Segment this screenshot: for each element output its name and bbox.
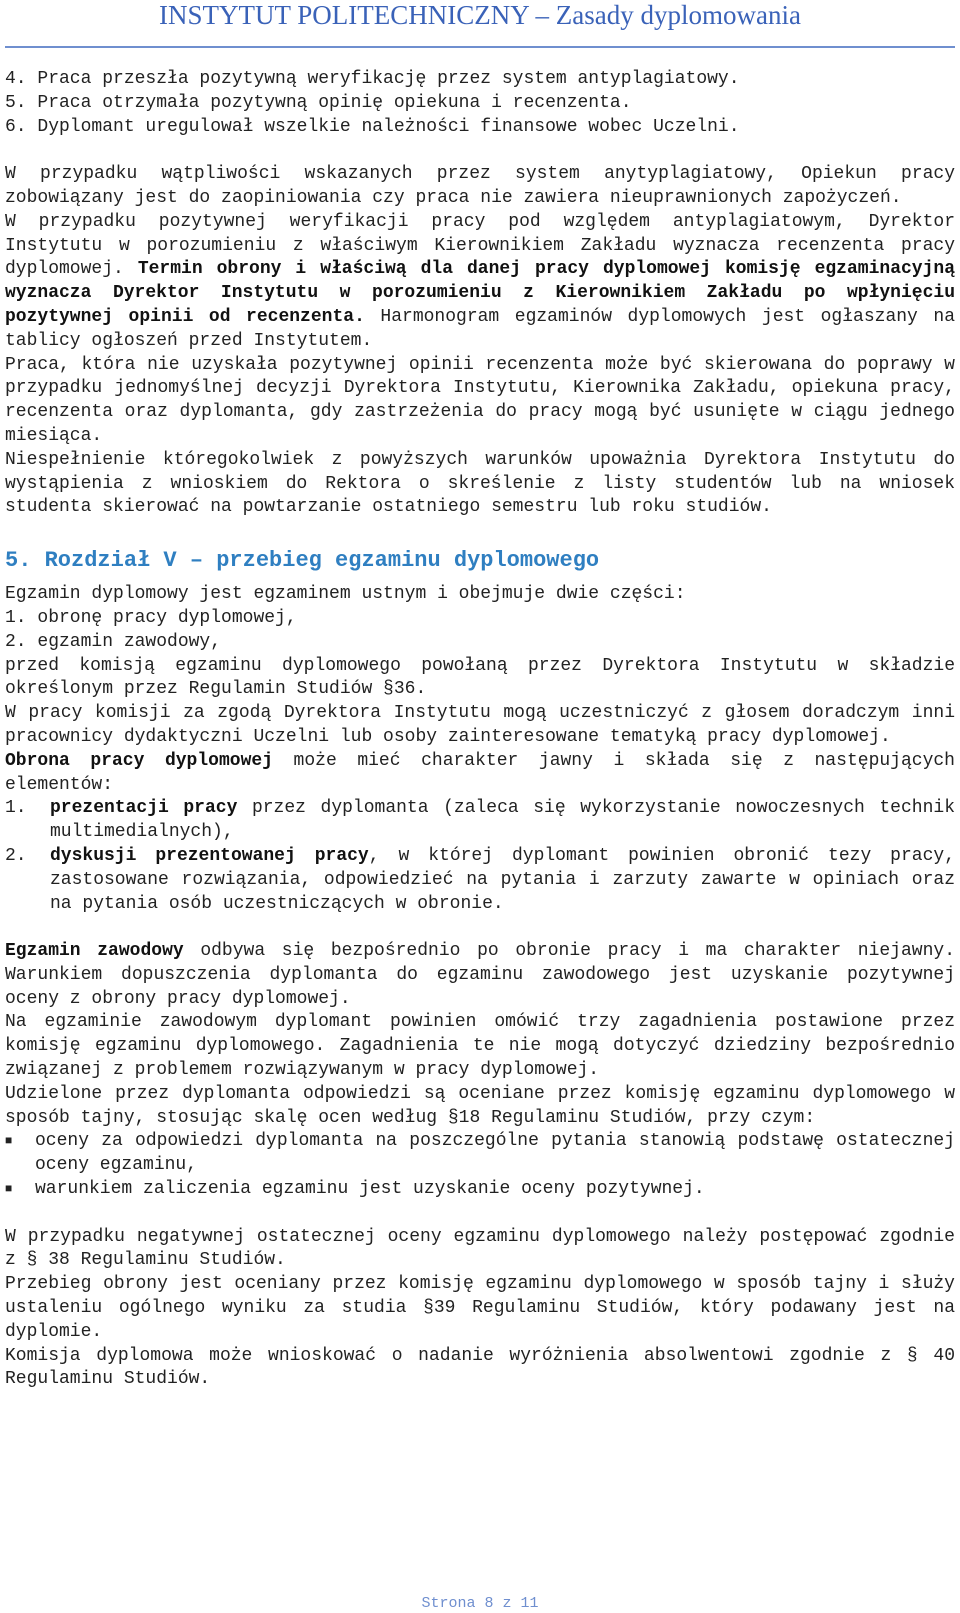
bullet-icon: ■ [5, 1134, 13, 1149]
para-text: Harmonogram egzaminów dyplomowych jest ogłaszany na tablicy ogłoszeń przed Instytutem. [5, 306, 955, 351]
list-item: 5. Praca otrzymała pozytywną opinię opiekuna i recenzenta. [5, 92, 632, 113]
item-bold: dyskusji prezentowanej pracy [50, 845, 369, 866]
advisors-paragraph: W pracy komisji za zgodą Dyrektora Instytutu mogą uczestniczyć z głosem doradczym inni pracownicy dydaktyczni Uczelni lub osoby zainteresowane tematyką pracy dyplomowej. [5, 703, 955, 747]
document-body [5, 68, 955, 1392]
bullet-text: warunkiem zaliczenia egzaminu jest uzyskanie oceny pozytywnej. [35, 1179, 705, 1200]
exam-paragraph [5, 940, 955, 1011]
paragraph-plagiarism-doubts: W przypadku wątpliwości wskazanych przez system anytyplagiatowy, Opiekun pracy zobowiązany jest do zaopiniowania czy praca nie zawiera nieuprawnionych zapożyczeń. [5, 164, 955, 208]
bullet-text: oceny za odpowiedzi dyplomanta na poszczególne pytania stanowią podstawę ostatecznej oceny egzaminu, [35, 1131, 955, 1176]
exam-text: odbywa się bezpośrednio po obronie pracy i ma charakter niejawny. Warunkiem dopuszczenia dyplomanta do egzaminu zawodowego jest uzyskanie pozytywnej oceny z obrony pracy dyplomowej. [5, 941, 955, 1009]
defense-text: może mieć charakter jawny i składa się z następujących elementów: [5, 750, 955, 795]
item-text [50, 797, 955, 845]
exam-intro: Egzamin dyplomowy jest egzaminem ustnym i obejmuje dwie części: [5, 584, 686, 605]
paragraph-revision: Praca, która nie uzyskała pozytywnej opinii recenzenta może być skierowana do poprawy w przypadku jednomyślnej decyzji Dyrektora Instytutu, Kierownika Zakładu, opiekuna pracy, recenzenta oraz dyplomanta, gdy zastrzeżenia do pracy mogą być usunięte w ciągu jednego miesiąca. [5, 354, 955, 446]
bullet-item [5, 1130, 955, 1178]
overall-paragraph: Przebieg obrony jest oceniany przez komisję egzaminu dyplomowego w sposób tajny i służy ustaleniu ogólnego wyniku za studia §39 Regulaminu Studiów, który podawany jest na dyplomie. [5, 1274, 955, 1342]
exam-topics-paragraph: Na egzaminie zawodowym dyplomant powinien omówić trzy zagadnienia postawione przez komisję egzaminu dyplomowego. Zagadnienia te nie mogą dotyczyć dziedziny bezpośrednio związanej z problemem rozwiązywanym w pracy dyplomowej. [5, 1012, 955, 1081]
item-text [50, 845, 955, 916]
page [5, 0, 955, 40]
page-footer: Strona 8 z 11 [421, 1595, 539, 1612]
bullet-icon: ■ [5, 1182, 13, 1197]
header-rule [5, 46, 955, 48]
defense-paragraph [5, 750, 955, 798]
paragraph-conditions: Niespełnienie któregokolwiek z powyższych warunków upoważnia Dyrektora Instytutu do wystąpienia z wnioskiem do Rektora o skreślenie z listy studentów lub na wniosek studenta skierować na powtarzanie ostatniego semestru lub roku studiów. [5, 449, 955, 518]
negative-paragraph: W przypadku negatywnej ostatecznej oceny egzaminu dyplomowego należy postępować zgodnie z § 38 Regulaminu Studiów. [5, 1226, 955, 1271]
exam-commission: przed komisją egzaminu dyplomowego powołaną przez Dyrektora Instytutu w składzie określonym przez Regulamin Studiów §36. [5, 655, 955, 700]
page-header-title: INSTYTUT POLITECHNICZNY – Zasady dyplomowania [159, 0, 801, 30]
section-heading: 5. Rozdział V – przebieg egzaminu dyplomowego [5, 548, 600, 574]
exam-part: 1. obronę pracy dyplomowej, [5, 607, 297, 628]
item-rest: , w której dyplomant powinien obronić tezy pracy, zastosowane rozwiązania, odpowiedzieć na pytania i zarzuty zawarte w opiniach oraz na pytania osób uczestniczących w obronie. [50, 845, 955, 914]
bullet-item [5, 1178, 955, 1202]
exam-part: 2. egzamin zawodowy, [5, 631, 222, 652]
item-bold: prezentacji pracy [50, 798, 238, 819]
defense-item [5, 845, 955, 916]
defense-item [5, 797, 955, 845]
grading-paragraph: Udzielone przez dyplomanta odpowiedzi są oceniane przez komisję egzaminu dyplomowego w sposób tajny, stosując skalę ocen według §18 Regulaminu Studiów, przy czym: [5, 1083, 955, 1128]
list-item: 4. Praca przeszła pozytywną weryfikację przez system antyplagiatowy. [5, 69, 740, 89]
list-item: 6. Dyplomant uregulował wszelkie należności finansowe wobec Uczelni. [5, 116, 740, 137]
para-text: W przypadku pozytywnej weryfikacji pracy pod względem antyplagiatowym, Dyrektor Instytutu w porozumieniu z właściwym Kierownikiem Zakładu wyznacza recenzenta pracy dyplomowej. [5, 211, 955, 280]
exam-bold: Egzamin zawodowy [5, 941, 184, 962]
distinction-paragraph: Komisja dyplomowa może wnioskować o nadanie wyróżnienia absolwentowi zgodnie z § 40 Regulaminu Studiów. [5, 1345, 955, 1390]
item-number: 1. [5, 798, 27, 819]
paragraph-positive-verification [5, 211, 955, 354]
item-rest: przez dyplomanta (zaleca się wykorzystanie nowoczesnych technik multimedialnych), [50, 798, 955, 843]
item-number: 2. [5, 845, 27, 866]
para-bold: Termin obrony i właściwą dla danej pracy dyplomowej komisję egzaminacyjną wyznacza Dyrektor Instytutu w porozumieniu z Kierownikiem Zakładu po wpłynięciu pozytywnej opinii od recenzenta. [5, 259, 956, 327]
defense-bold: Obrona pracy dyplomowej [5, 750, 273, 771]
